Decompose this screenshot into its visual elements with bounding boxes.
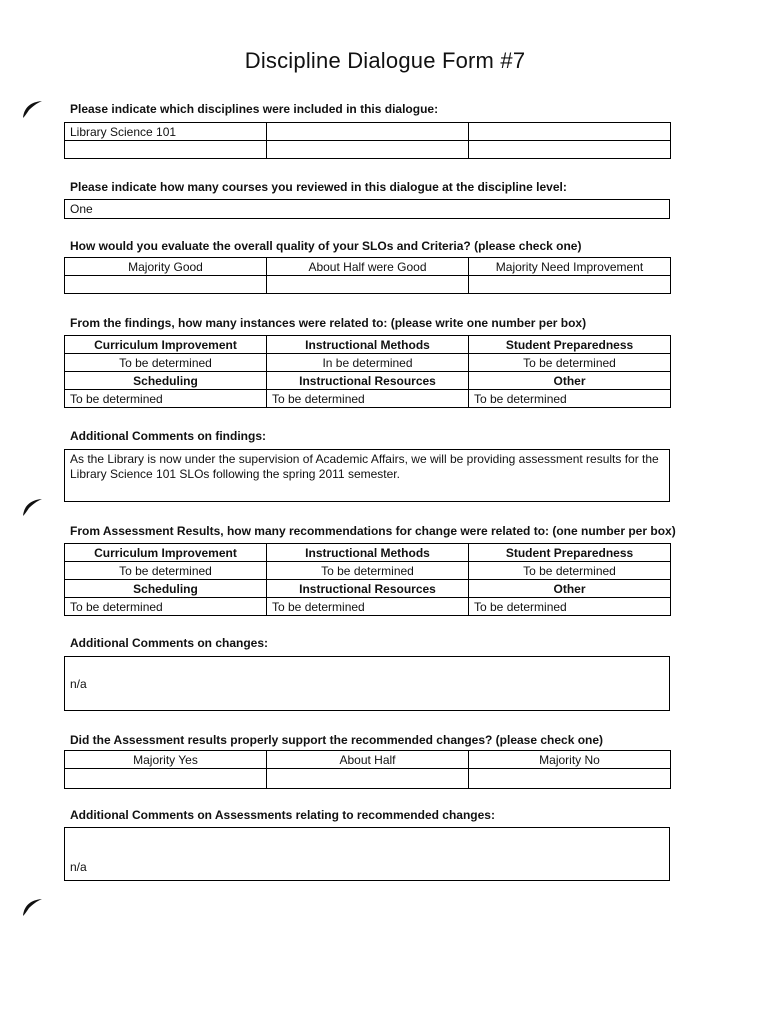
assessment-comments-field[interactable] bbox=[64, 827, 670, 881]
recommendations-question: From Assessment Results, how many recommendations for change were related to: (one number per box) bbox=[70, 524, 676, 538]
recommendations-header: Other bbox=[469, 580, 671, 598]
table-row bbox=[65, 336, 671, 354]
table-row bbox=[65, 372, 671, 390]
table-row bbox=[65, 354, 671, 372]
recommendations-value[interactable]: To be determined bbox=[65, 562, 267, 580]
table-row bbox=[65, 598, 671, 616]
recommendations-header: Instructional Methods bbox=[267, 544, 469, 562]
recommendations-header: Student Preparedness bbox=[469, 544, 671, 562]
assessment-comments-label: Additional Comments on Assessments relating to recommended changes: bbox=[70, 808, 495, 822]
findings-header: Student Preparedness bbox=[469, 336, 671, 354]
recommendations-header: Scheduling bbox=[65, 580, 267, 598]
form-title: Discipline Dialogue Form #7 bbox=[244, 48, 526, 73]
table-row bbox=[65, 751, 671, 769]
quality-check-cell[interactable] bbox=[469, 276, 671, 294]
findings-value[interactable]: To be determined bbox=[65, 354, 267, 372]
changes-comments-label: Additional Comments on changes: bbox=[70, 636, 269, 650]
findings-table bbox=[64, 335, 671, 408]
table-row bbox=[65, 258, 671, 276]
quality-header: About Half were Good bbox=[267, 258, 469, 276]
support-question: Did the Assessment results properly support the recommended changes? (please check one) bbox=[70, 733, 604, 747]
hole-punch-mark bbox=[20, 894, 46, 920]
hole-punch-mark bbox=[20, 494, 46, 520]
discipline-cell[interactable] bbox=[469, 123, 671, 141]
findings-header: Scheduling bbox=[65, 372, 267, 390]
findings-header: Other bbox=[469, 372, 671, 390]
quality-check-cell[interactable] bbox=[65, 276, 267, 294]
quality-check-cell[interactable] bbox=[267, 276, 469, 294]
support-table bbox=[64, 750, 671, 789]
support-header: Majority No bbox=[469, 751, 671, 769]
assessment-comments-text: n/a bbox=[70, 860, 87, 874]
table-row bbox=[65, 562, 671, 580]
support-header: About Half bbox=[267, 751, 469, 769]
hole-punch-mark bbox=[20, 96, 46, 122]
discipline-cell[interactable] bbox=[65, 141, 267, 159]
recommendations-header: Curriculum Improvement bbox=[65, 544, 267, 562]
findings-header: Curriculum Improvement bbox=[65, 336, 267, 354]
recommendations-value[interactable]: To be determined bbox=[267, 598, 469, 616]
support-header: Majority Yes bbox=[65, 751, 267, 769]
recommendations-value[interactable]: To be determined bbox=[267, 562, 469, 580]
quality-header: Majority Good bbox=[65, 258, 267, 276]
changes-comments-field[interactable] bbox=[64, 656, 670, 711]
recommendations-table bbox=[64, 543, 671, 616]
support-check-cell[interactable] bbox=[469, 769, 671, 789]
quality-header: Majority Need Improvement bbox=[469, 258, 671, 276]
discipline-cell[interactable] bbox=[267, 141, 469, 159]
changes-comments-text: n/a bbox=[70, 677, 87, 691]
support-check-cell[interactable] bbox=[65, 769, 267, 789]
findings-value[interactable]: To be determined bbox=[469, 354, 671, 372]
quality-table bbox=[64, 257, 671, 294]
findings-value[interactable]: To be determined bbox=[65, 390, 267, 408]
courses-question: Please indicate how many courses you reviewed in this dialogue at the discipline level: bbox=[70, 180, 567, 194]
courses-answer: One bbox=[70, 202, 93, 216]
discipline-cell[interactable] bbox=[469, 141, 671, 159]
table-row bbox=[65, 123, 671, 141]
recommendations-value[interactable]: To be determined bbox=[469, 598, 671, 616]
findings-comments-label: Additional Comments on findings: bbox=[70, 429, 266, 443]
findings-comments-field[interactable] bbox=[64, 449, 670, 502]
disciplines-question: Please indicate which disciplines were included in this dialogue: bbox=[70, 102, 439, 116]
recommendations-value[interactable]: To be determined bbox=[65, 598, 267, 616]
discipline-cell[interactable]: Library Science 101 bbox=[65, 123, 267, 141]
table-row bbox=[65, 769, 671, 789]
disciplines-table bbox=[64, 122, 671, 159]
table-row bbox=[65, 141, 671, 159]
findings-value[interactable]: In be determined bbox=[267, 354, 469, 372]
discipline-cell[interactable] bbox=[267, 123, 469, 141]
support-check-cell[interactable] bbox=[267, 769, 469, 789]
recommendations-value[interactable]: To be determined bbox=[469, 562, 671, 580]
table-row bbox=[65, 580, 671, 598]
table-row bbox=[65, 390, 671, 408]
findings-value[interactable]: To be determined bbox=[267, 390, 469, 408]
findings-question: From the findings, how many instances were related to: (please write one number per box) bbox=[70, 316, 587, 330]
findings-value[interactable]: To be determined bbox=[469, 390, 671, 408]
courses-answer-field[interactable] bbox=[64, 199, 670, 219]
findings-comments-text: As the Library is now under the supervision of Academic Affairs, we will be providing assessment results for the Library Science 101 SLOs following the spring 2011 semester. bbox=[70, 452, 659, 481]
findings-header: Instructional Methods bbox=[267, 336, 469, 354]
table-row bbox=[65, 544, 671, 562]
recommendations-header: Instructional Resources bbox=[267, 580, 469, 598]
table-row bbox=[65, 276, 671, 294]
findings-header: Instructional Resources bbox=[267, 372, 469, 390]
quality-question: How would you evaluate the overall quality of your SLOs and Criteria? (please check one) bbox=[70, 239, 582, 253]
